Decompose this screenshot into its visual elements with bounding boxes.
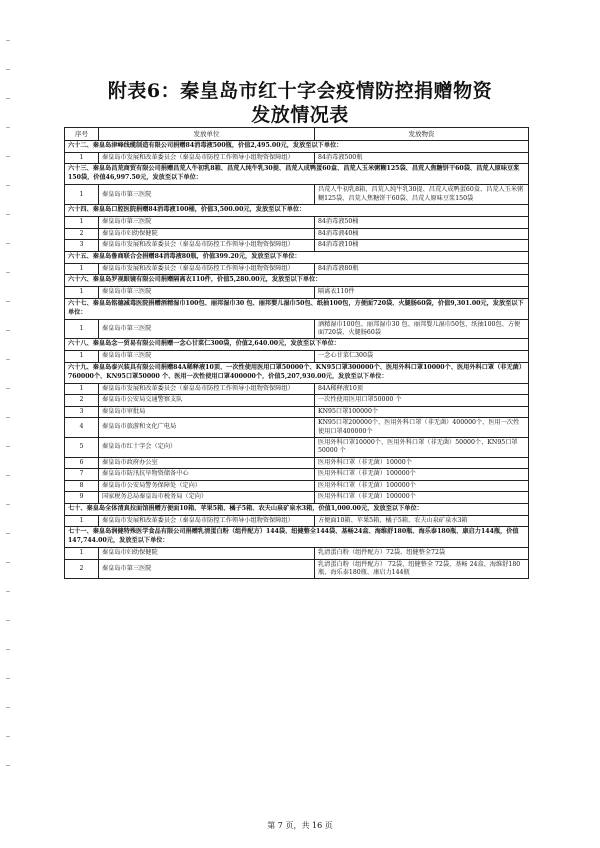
section-heading: 六十三、秦皇岛昌荒商贸有限公司捐赠昌荒人牛初乳8箱、昌荒人纯牛乳30提、昌荒人成鸭蛋60盒、昌荒人玉米粥糊125袋、昌荒人焦糖饼干60袋、昌荒人原味豆浆150袋，价值46,997.50元，发放至以下单位： [65, 164, 529, 185]
distributed-goods: 乳清蛋白粉（组件配方）72袋、纽健整全72袋 [315, 548, 529, 560]
section-heading: 六十四、秦皇岛口腔医院捐赠84消毒液100桶，价值3,500.00元，发放至以下单位： [65, 205, 529, 217]
table-row [65, 217, 529, 229]
table-header-row [65, 128, 529, 141]
table-row [65, 152, 529, 164]
row-number: 3 [65, 240, 99, 252]
recipient-unit: 秦皇岛市审批局 [99, 406, 315, 418]
recipient-unit: 秦皇岛市发展和改革委员会（秦皇岛市防控工作领导小组物资保障组） [99, 515, 315, 527]
distributed-goods: 一次性使用医用口罩50000 个 [315, 395, 529, 407]
header-unit: 发放单位 [99, 128, 315, 141]
recipient-unit: 秦皇岛市第三医院 [99, 217, 315, 229]
row-number: 2 [65, 228, 99, 240]
distributed-goods: 一念心甘菜仁300袋 [315, 351, 529, 363]
section-row [65, 503, 529, 515]
section-heading: 六十二、秦皇岛津峰线缆制造有限公司捐赠84消毒液500瓶，价值2,495.00元，发放至以下单位： [65, 141, 529, 153]
recipient-unit: 秦皇岛市第三医院 [99, 287, 315, 299]
distributed-goods: 医用外科口罩（非无菌）100000个 [315, 480, 529, 492]
recipient-unit: 秦皇岛市第三医院 [99, 351, 315, 363]
row-number: 9 [65, 492, 99, 504]
distributed-goods: KN95口罩100000个 [315, 406, 529, 418]
distributed-goods: 84A稀释液10顶 [315, 383, 529, 395]
recipient-unit: 秦皇岛市发展和改革委员会（秦皇岛市防控工作领导小组物资保障组） [99, 240, 315, 252]
section-heading: 六十五、秦皇岛鲁商联合会捐赠84消毒液80瓶，价值399.20元，发放至以下单位： [65, 251, 529, 263]
table-row [65, 480, 529, 492]
table-row [65, 418, 529, 438]
page-footer: 第 7 页，共 16 页 [267, 821, 333, 830]
section-row [65, 275, 529, 287]
row-number: 1 [65, 287, 99, 299]
table-row [65, 287, 529, 299]
table-row [65, 457, 529, 469]
table-row [65, 395, 529, 407]
distributed-goods: KN95口罩200000个、医用外科口罩（非无菌）400000个、医用一次性使用口罩400000个 [315, 418, 529, 438]
distributed-goods: 酒精湿巾100包、丽邦湿巾30 包、丽邦婴儿湿巾50包、纸抽100包、方便面720袋、火腿肠60袋 [315, 319, 529, 339]
row-number: 4 [65, 418, 99, 438]
document-subtitle: 发放情况表 [251, 104, 349, 126]
recipient-unit: 国家税务总局秦皇岛市税务局（定向） [99, 492, 315, 504]
table-row [65, 263, 529, 275]
section-heading: 六十七、秦皇岛铭德减毒医院捐赠酒精湿巾100包、丽邦湿巾30 包、丽邦婴儿湿巾50包、纸抽100包，方便面720袋、火腿肠60袋，价值9,301.00元，发放至以下单位： [65, 298, 529, 319]
section-heading: 七十一、秦皇岛润健特殊医学食品有限公司捐赠乳清蛋白粉（组件配方）144袋、纽健整全144袋、基畅24盒、海维舒180瓶、海乐泰180瓶、康启力144瓶，价值147,744.00元，发放至以下单位： [65, 527, 529, 548]
row-number: 2 [65, 395, 99, 407]
recipient-unit: 秦皇岛市妇幼保健院 [99, 548, 315, 560]
row-number: 1 [65, 548, 99, 560]
recipient-unit: 秦皇岛市第三医院 [99, 319, 315, 339]
row-number: 3 [65, 406, 99, 418]
row-number: 1 [65, 351, 99, 363]
row-number: 1 [65, 185, 99, 205]
recipient-unit: 秦皇岛市红十字会（定向） [99, 437, 315, 457]
table-row [65, 437, 529, 457]
distributed-goods: 昌荒人牛初乳8箱、昌荒人纯牛乳30提、昌荒人成鸭蛋60盒、昌荒人玉米粥糊125袋、昌荒人焦糖饼干60袋、昌荒人原味豆浆150袋 [315, 185, 529, 205]
row-number: 1 [65, 217, 99, 229]
row-number: 1 [65, 515, 99, 527]
row-number: 2 [65, 559, 99, 579]
table-row [65, 406, 529, 418]
table-row [65, 228, 529, 240]
table-row [65, 548, 529, 560]
recipient-unit: 秦皇岛市发展和改革委员会（秦皇岛市防控工作领导小组物资保障组） [99, 383, 315, 395]
recipient-unit: 秦皇岛市发展和改革委员会（秦皇岛市防控工作领导小组物资保障组） [99, 263, 315, 275]
recipient-unit: 秦皇岛市防汛抗旱物资储备中心 [99, 469, 315, 481]
row-number: 1 [65, 319, 99, 339]
section-row [65, 298, 529, 319]
distributed-goods: 方便面10箱、苹果5箱、橘子5箱、农夫山泉矿泉水3箱 [315, 515, 529, 527]
distributed-goods: 医用外科口罩10000个、医用外科口罩（非无菌）50000个、KN95口罩50000 个 [315, 437, 529, 457]
distributed-goods: 84消毒液80瓶 [315, 263, 529, 275]
row-number: 6 [65, 457, 99, 469]
distributed-goods: 医用外科口罩（非无菌）100000个 [315, 492, 529, 504]
distributed-goods: 乳清蛋白粉（组件配方） 72袋、纽健整全 72袋、基畅 24盒、海维舒180瓶、海乐泰180瓶、康启力144瓶 [315, 559, 529, 579]
binding-margin-marks [6, 40, 10, 820]
distributed-goods: 医用外科口罩（非无菌）10000个 [315, 457, 529, 469]
row-number: 7 [65, 469, 99, 481]
section-heading: 六十八、秦皇岛念一贸易有限公司捐赠一念心甘菜仁300袋，价值2,640.00元，发放至以下单位： [65, 339, 529, 351]
table-row [65, 383, 529, 395]
recipient-unit: 秦皇岛市公安局交通警察支队 [99, 395, 315, 407]
row-number: 1 [65, 263, 99, 275]
section-row [65, 362, 529, 383]
table-row [65, 185, 529, 205]
table-row [65, 492, 529, 504]
recipient-unit: 秦皇岛市第三医院 [99, 559, 315, 579]
section-row [65, 164, 529, 185]
section-row [65, 205, 529, 217]
table-row [65, 351, 529, 363]
section-row [65, 527, 529, 548]
table-body [65, 141, 529, 579]
recipient-unit: 秦皇岛市发展和改革委员会（秦皇岛市防控工作领导小组物资保障组） [99, 152, 315, 164]
distributed-goods: 84消毒液50桶 [315, 217, 529, 229]
section-heading: 六十六、秦皇岛罗视眼镜有限公司捐赠隔离衣110件，价值5,280.00元，发放至以下单位： [65, 275, 529, 287]
recipient-unit: 秦皇岛市旅游和文化广电局 [99, 418, 315, 438]
recipient-unit: 秦皇岛市政府办公室 [99, 457, 315, 469]
table-row [65, 319, 529, 339]
row-number: 5 [65, 437, 99, 457]
section-row [65, 141, 529, 153]
section-heading: 七十、秦皇岛全体清真拉面馆捐赠方便面10箱、苹果5箱、橘子5箱、农夫山泉矿泉水3箱，价值1,000.00元，发放至以下单位： [65, 503, 529, 515]
table-row [65, 515, 529, 527]
distributed-goods: 84消毒液10桶 [315, 240, 529, 252]
section-row [65, 339, 529, 351]
row-number: 1 [65, 152, 99, 164]
header-goods: 发放物资 [315, 128, 529, 141]
section-row [65, 251, 529, 263]
section-heading: 六十九、秦皇岛泰兴装具有限公司捐赠84A稀释液10顶、一次性使用医用口罩50000个、KN95口罩300000个、医用外科口罩10000个、医用外科口罩（非无菌）760000个、KN95口罩50000 个、医用一次性使用口罩400000个，价值5,207,930.00元，发放至以下单位： [65, 362, 529, 383]
row-number: 1 [65, 383, 99, 395]
header-no: 序号 [65, 128, 99, 141]
recipient-unit: 秦皇岛市公安局警务保障处（定向） [99, 480, 315, 492]
row-number: 8 [65, 480, 99, 492]
document-title: 附表6：秦皇岛市红十字会疫情防控捐赠物资 [107, 80, 493, 102]
distributed-goods: 隔离衣110件 [315, 287, 529, 299]
distributed-goods: 84消毒液500瓶 [315, 152, 529, 164]
table-row [65, 469, 529, 481]
recipient-unit: 秦皇岛市妇幼保健院 [99, 228, 315, 240]
distributed-goods: 医用外科口罩（非无菌）100000个 [315, 469, 529, 481]
distribution-table [64, 127, 529, 579]
table-row [65, 240, 529, 252]
table-row [65, 559, 529, 579]
distributed-goods: 84消毒液40桶 [315, 228, 529, 240]
recipient-unit: 秦皇岛市第三医院 [99, 185, 315, 205]
